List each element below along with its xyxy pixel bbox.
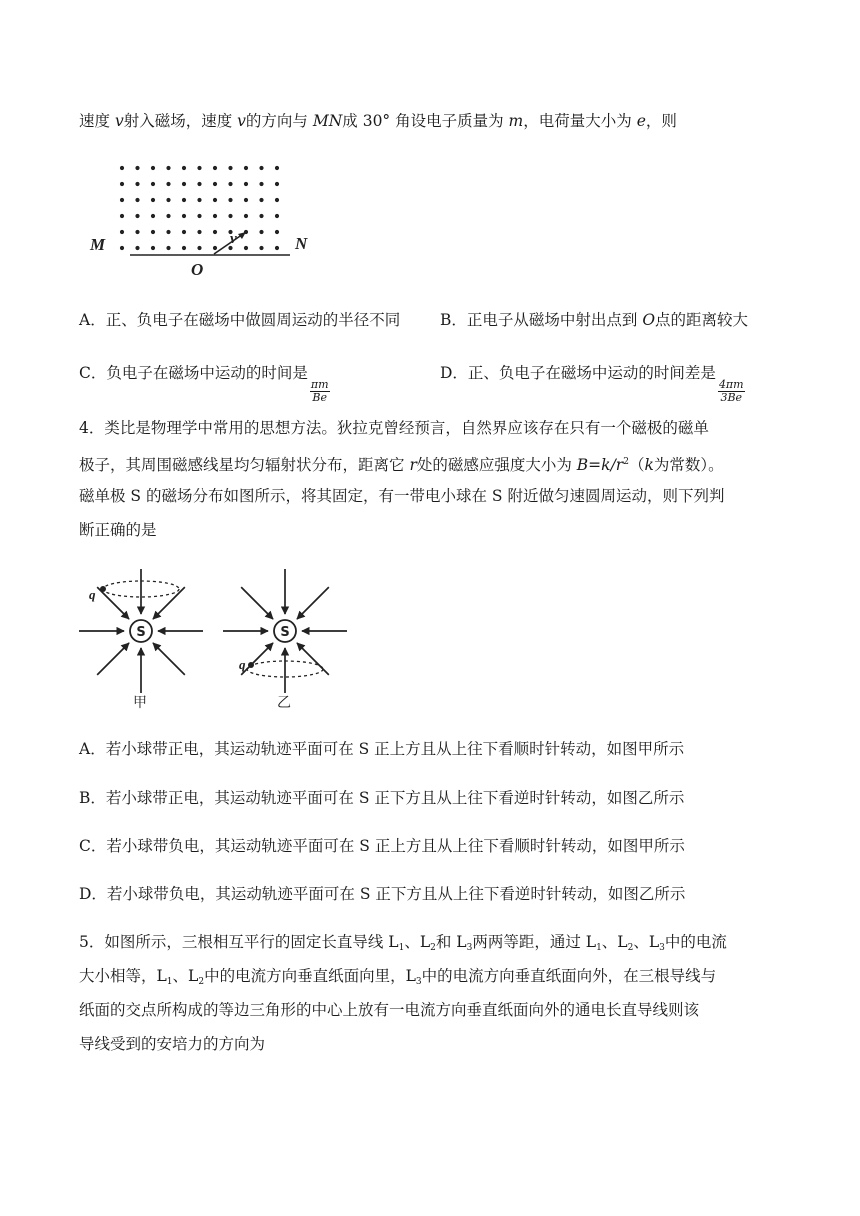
q3-option-a: A．正、负电子在磁场中做圆周运动的半径不同 bbox=[79, 311, 401, 329]
fraction-4pi-m-over-3be: $\frac{4\pi m}{3Be}$ bbox=[718, 378, 744, 404]
field-dot bbox=[197, 198, 201, 202]
field-dot bbox=[244, 246, 248, 250]
field-dot bbox=[120, 182, 124, 186]
field-dot bbox=[151, 230, 155, 234]
field-dots bbox=[120, 166, 279, 250]
field-dot bbox=[197, 166, 201, 170]
field-dot bbox=[182, 166, 186, 170]
velocity-arrowhead bbox=[238, 232, 246, 239]
field-dot bbox=[228, 214, 232, 218]
monopole-yi bbox=[223, 569, 347, 711]
charge-dot-yi bbox=[248, 662, 254, 668]
field-dot bbox=[182, 230, 186, 234]
field-dot bbox=[120, 230, 124, 234]
field-dot bbox=[166, 166, 170, 170]
field-dot bbox=[213, 198, 217, 202]
label-jia: 甲 bbox=[133, 695, 147, 711]
field-dot bbox=[275, 246, 279, 250]
label-o: O bbox=[191, 260, 204, 279]
field-line bbox=[241, 643, 273, 675]
q5-stem-line3: 纸面的交点所构成的等边三角形的中心上放有一电流方向垂直纸面向外的通电长直导线则该 bbox=[79, 1001, 700, 1019]
q4-option-c: C．若小球带负电，其运动轨迹平面可在 S 正上方且从上往下看顺时针转动，如图甲所示 bbox=[79, 837, 685, 855]
q3-stem: 速度 v射入磁场，速度 v的方向与 MN成 30° 角设电子质量为 m，电荷量大小为 e，则 bbox=[79, 112, 677, 130]
field-dot bbox=[151, 166, 155, 170]
q3-option-d: D．正、负电子在磁场中运动的时间差是 $\frac{4\pi m}{3Be}$ bbox=[440, 364, 744, 404]
field-dot bbox=[275, 214, 279, 218]
q4-stem-line4: 断正确的是 bbox=[79, 521, 157, 539]
charge-dot-jia bbox=[100, 586, 106, 592]
field-dot bbox=[244, 214, 248, 218]
field-dot bbox=[151, 198, 155, 202]
field-dot bbox=[135, 182, 139, 186]
q5-stem-line1: 5．如图所示，三根相互平行的固定长直导线 $L_1$、$L_2$和 $L_3$两两等距，通过 $L_1$、$L_2$、$L_3$中的电流 bbox=[79, 933, 727, 953]
field-dot bbox=[228, 198, 232, 202]
q5-stem-line4: 导线受到的安培力的方向为 bbox=[79, 1035, 266, 1053]
field-dot bbox=[228, 182, 232, 186]
field-dot bbox=[275, 166, 279, 170]
field-dot bbox=[244, 166, 248, 170]
label-n: N bbox=[295, 234, 308, 253]
field-line bbox=[297, 643, 329, 675]
field-line bbox=[297, 587, 329, 619]
field-dot bbox=[182, 214, 186, 218]
field-dot bbox=[166, 182, 170, 186]
field-dot bbox=[182, 198, 186, 202]
field-line bbox=[97, 587, 129, 619]
magnetic-field-figure bbox=[80, 150, 320, 280]
q3-option-c: C．负电子在磁场中运动的时间是 $\frac{\pi m}{Be}$ bbox=[79, 364, 329, 404]
field-dot bbox=[135, 198, 139, 202]
field-dot bbox=[244, 182, 248, 186]
q5-stem-line2: 大小相等，$L_1$、$L_2$中的电流方向垂直纸面向里，$L_3$中的电流方向垂直纸面向外，在三根导线与 bbox=[79, 967, 717, 987]
field-dot bbox=[135, 246, 139, 250]
field-dot bbox=[120, 246, 124, 250]
field-dot bbox=[244, 198, 248, 202]
field-dot bbox=[182, 182, 186, 186]
field-dot bbox=[166, 198, 170, 202]
pole-label-jia: S bbox=[136, 625, 146, 640]
q4-option-a: A．若小球带正电，其运动轨迹平面可在 S 正上方且从上往下看顺时针转动，如图甲所示 bbox=[79, 740, 685, 758]
field-dot bbox=[259, 182, 263, 186]
q4-stem-line3: 磁单极 S 的磁场分布如图所示，将其固定，有一带电小球在 S 附近做匀速圆周运动，则下列判 bbox=[79, 487, 725, 505]
field-line bbox=[153, 587, 185, 619]
field-dot bbox=[151, 214, 155, 218]
field-dot bbox=[259, 246, 263, 250]
field-dot bbox=[228, 166, 232, 170]
label-v: v bbox=[230, 231, 237, 247]
field-dot bbox=[166, 214, 170, 218]
field-dot bbox=[213, 230, 217, 234]
field-dot bbox=[213, 246, 217, 250]
field-dot bbox=[166, 230, 170, 234]
field-dot bbox=[275, 182, 279, 186]
field-line bbox=[241, 587, 273, 619]
charge-label-yi: q bbox=[239, 657, 246, 672]
field-dot bbox=[213, 182, 217, 186]
field-dot bbox=[213, 214, 217, 218]
field-dot bbox=[197, 230, 201, 234]
field-dot bbox=[135, 166, 139, 170]
field-dot bbox=[213, 166, 217, 170]
field-dot bbox=[135, 214, 139, 218]
field-line bbox=[97, 643, 129, 675]
q4-option-d: D．若小球带负电，其运动轨迹平面可在 S 正下方且从上往下看逆时针转动，如图乙所示 bbox=[79, 885, 686, 903]
label-m: M bbox=[90, 235, 106, 254]
field-dot bbox=[259, 166, 263, 170]
field-dot bbox=[151, 182, 155, 186]
field-dot bbox=[120, 214, 124, 218]
field-dot bbox=[259, 214, 263, 218]
field-dot bbox=[120, 166, 124, 170]
q4-stem-line2: 极子，其周围磁感线星均匀辐射状分布，距离它 r处的磁感应强度大小为 $B=k/r^2(k$为常数）。 bbox=[79, 456, 724, 474]
fraction-pi-m-over-be: $\frac{\pi m}{Be}$ bbox=[310, 378, 329, 404]
q4-stem-line1: 4．类比是物理学中常用的思想方法。狄拉克曾经预言，自然界应该存在只有一个磁极的磁单 bbox=[79, 419, 709, 437]
field-dot bbox=[120, 198, 124, 202]
field-dot bbox=[197, 182, 201, 186]
field-line bbox=[153, 643, 185, 675]
field-dot bbox=[135, 230, 139, 234]
q4-option-b: B．若小球带正电，其运动轨迹平面可在 S 正下方且从上往下看逆时针转动，如图乙所示 bbox=[79, 789, 685, 807]
field-dot bbox=[197, 246, 201, 250]
monopole-jia bbox=[79, 569, 203, 711]
field-dot bbox=[182, 246, 186, 250]
charge-label-jia: q bbox=[89, 587, 96, 602]
monopole-figure bbox=[75, 565, 355, 715]
pole-label-yi: S bbox=[280, 625, 290, 640]
field-dot bbox=[275, 198, 279, 202]
field-dot bbox=[151, 246, 155, 250]
label-yi: 乙 bbox=[277, 695, 291, 711]
field-dot bbox=[166, 246, 170, 250]
field-dot bbox=[275, 230, 279, 234]
field-dot bbox=[197, 214, 201, 218]
field-dot bbox=[259, 198, 263, 202]
field-dot bbox=[259, 230, 263, 234]
q3-option-b: B．正电子从磁场中射出点到 O点的距离较大 bbox=[440, 311, 749, 329]
